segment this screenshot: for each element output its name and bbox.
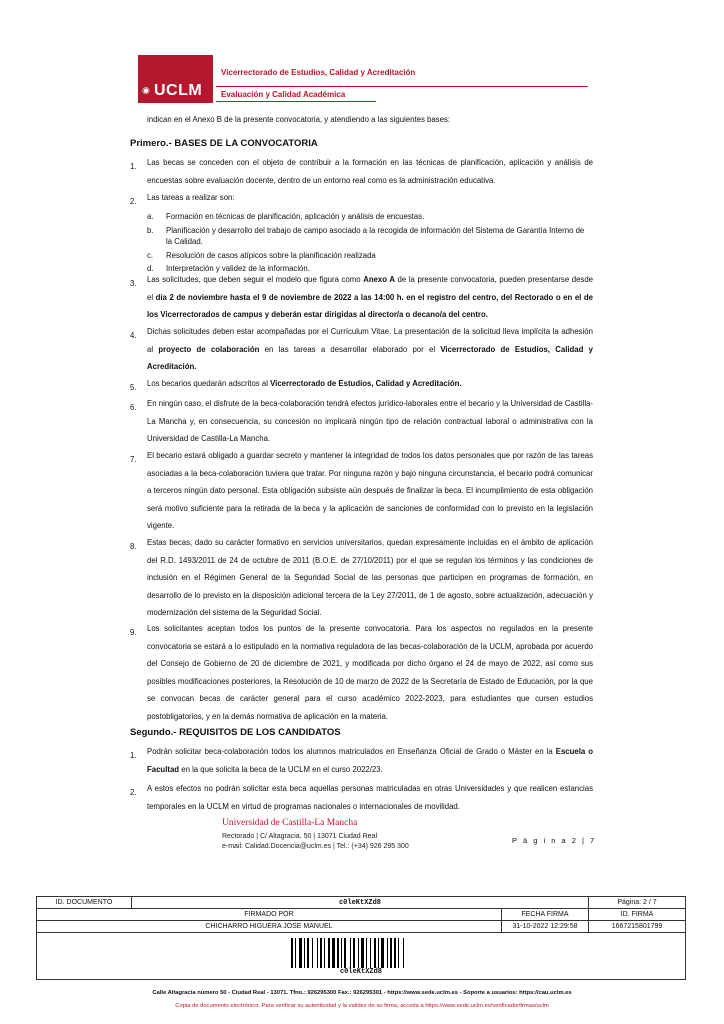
barcode-bar (291, 938, 293, 968)
footer-contact-line: e-mail: Calidad.Docencia@uclm.es | Tel.: (+34) 926 295 300 (222, 843, 409, 850)
firma-id-value: 1667215801799 (589, 921, 686, 933)
barcode-bar (390, 938, 392, 968)
item-number: 8. (130, 542, 137, 551)
item-number: 4. (130, 331, 137, 340)
s1-item-6: En ningún caso, el disfrute de la beca-colaboración tendrá efectos jurídico-laborales entre el becario y la Universidad de Castilla-La Mancha y, en consecuencia, su concesión no implicará ningún tipo de relación contractual laboral o administrativa con la Universidad de Castilla-La Mancha. (147, 399, 593, 443)
barcode-bar (317, 938, 318, 968)
s1-item-8: Estas becas, dado su carácter formativo en servicios universitarios, quedan expresamente incluidas en el ámbito de aplicación del R.D. 1493/2011 de 24 de octubre de 2011 (B.O.E. de 27/10/2011) por el que se regulan los términos y las condiciones de inclusión en el Régimen General de la Seguridad Social de las personas que participen en programas de formación, en desarrollo de lo previsto en la disposición adicional tercera de la Ley 27/2011, de 1 de agosto, sobre actualización, adecuación y modernización del sistema de la Seguridad Social. (147, 538, 593, 617)
date-label: FECHA FIRMA (502, 909, 589, 921)
barcode-bar (394, 938, 396, 968)
barcode-bar (353, 938, 355, 968)
header-unit: Evaluación y Calidad Académica (221, 90, 346, 99)
barcode-bar (337, 938, 339, 968)
barcode-bar (370, 938, 371, 968)
id-doc-label: ID. DOCUMENTO (37, 897, 132, 909)
s1-item-1: Las becas se conceden con el objeto de contribuir a la formación en las técnicas de planificación, aplicación y análisis de encuestas sobre evaluación docente, dentro de un entorno real como es la administración educativa. (147, 158, 593, 185)
signal-icon: ◉ (142, 85, 150, 95)
subitem-letter: b. (147, 226, 154, 235)
barcode-bar (332, 938, 335, 968)
s1-item-9: Los solicitantes aceptan todos los puntos de la presente convocatoria. Para los aspectos no regulados en la presente convocatoria se estará a lo estipulado en la normativa reguladora de las becas-colaboración de la UCLM, aprobada por acuerdo del Consejo de Gobierno de 20 de diciembre de 2021, y modificada por dicho órgano el 24 de mayo de 2022, así como sus posibles modificaciones posteriores, la Resolución de 10 de marzo de 2022 de la Secretaría de Estado de Educación, por la que se convocan becas de carácter general para el curso académico 2022-2023, para estudiantes que cursen estudios postobligatorios, y en la demás normativa de aplicación en la materia. (147, 624, 593, 721)
header-vicerrectorado: Vicerrectorado de Estudios, Calidad y Acreditación (221, 68, 416, 77)
item-number: 1. (130, 162, 137, 171)
barcode-bar (320, 938, 322, 968)
barcode-bar (381, 938, 384, 968)
firma-id-label: ID. FIRMA (589, 909, 686, 921)
page-number: P á g i n a 2 | 7 (512, 836, 597, 845)
barcode-bar (403, 938, 404, 968)
barcode-bar (358, 938, 359, 968)
s1-subitem-a: Formación en técnicas de planificación, aplicación y análisis de encuestas. (166, 212, 425, 221)
s1-item-5: Los becarios quedarán adscritos al Vicerrectorado de Estudios, Calidad y Acreditación. (147, 379, 462, 388)
bottom-contact: Calle Altagracia número 50 - Ciudad Real - 13071. Tfno.: 926295300 Fax.: 926295301 - https://www.sede.uclm.es - Soporte a usuarios: https://cau.uclm.es (152, 990, 572, 996)
footer-address-line: Rectorado | C/ Altagracia, 50 | 13071 Ciudad Real (222, 833, 378, 840)
intro-text: indican en el Anexo B de la presente convocatoria, y atendiendo a las siguientes bases: (147, 115, 450, 124)
barcode-bar (304, 938, 305, 968)
item-number: 3. (130, 279, 137, 288)
item-number: 2. (130, 197, 137, 206)
barcode-bar (387, 938, 388, 968)
header-divider (216, 86, 588, 87)
section1-title: Primero.- BASES DE LA CONVOCATORIA (130, 138, 318, 149)
barcode-bar (344, 938, 346, 968)
verification-note: Copia de documento electrónico. Para verificar su autenticidad y la validez de su firma, acceda a https://www.sede.uclm.es/verificadorfirmas/uclm (175, 1003, 549, 1009)
item-number: 6. (130, 403, 137, 412)
subitem-letter: d. (147, 264, 154, 273)
barcode-bar (324, 938, 325, 968)
item-number: 9. (130, 628, 137, 637)
s2-item-1: Podrán solicitar beca-colaboración todos los alumnos matriculados en Enseñanza Oficial de Grado o Máster en la Escuela o Facultad en la que solicita la beca de la UCLM en el curso 2022/23. (147, 747, 593, 774)
barcode-bar (341, 938, 342, 968)
page-label: Página: 2 / 7 (589, 897, 686, 909)
barcode-bar (307, 938, 309, 968)
barcode-bar (366, 938, 367, 968)
barcode-bar (361, 938, 364, 968)
id-doc-value: c0leKtXZd8 (132, 897, 589, 909)
subitem-letter: c. (147, 251, 154, 260)
s1-item-4: Dichas solicitudes deben estar acompañadas por el Currículum Vitae. La presentación de la solicitud lleva implícita la adhesión al proyecto de colaboración en las tareas a desarrollar elaborado por el Vicerrectorado de Estudios, Calidad y Acreditación. (147, 327, 593, 371)
header-divider-2 (216, 101, 376, 102)
barcode-bar (299, 938, 302, 968)
barcode-bar (398, 938, 399, 968)
item-number: 1. (130, 751, 137, 760)
barcode-cell (37, 933, 686, 980)
s1-subitem-d: Interpretación y validez de la información. (166, 264, 310, 273)
s1-item-7: El becario estará obligado a guardar secreto y mantener la integridad de todos los datos personales que por razón de las tareas asociadas a la beca-colaboración tuviera que tratar. Por ninguna razón y bajo ninguna circunstancia, el becario podrá comunicar a terceros ningún dato personal. Esta obligación subsiste aún después de finalizar la beca. El incumplimiento de esta obligación será motivo suficiente para la retirada de la beca y la aplicación de sanciones de conformidad con lo previsto en la legislación vigente. (147, 451, 593, 530)
footer-university: Universidad de Castilla-La Mancha (222, 818, 358, 828)
item-number: 5. (130, 383, 137, 392)
s1-subitem-c: Resolución de casos atípicos sobre la planificación realizada (166, 251, 376, 260)
barcode-bar (328, 938, 330, 968)
logo-text: UCLM (154, 82, 203, 99)
s1-subitem-b: Planificación y desarrollo del trabajo de campo asociado a la recogida de información del Sistema de Garantía Interno de la Calidad. (166, 226, 585, 246)
barcode-text: c0leKtXZd8 (339, 968, 382, 976)
footer-address (222, 832, 409, 852)
barcode-bar (378, 938, 379, 968)
s1-item-3: Las solicitudes, que deben seguir el modelo que figura como Anexo A de la presente convocatoria, pueden presentarse desde el día 2 de noviembre hasta el 9 de noviembre de 2022 a las 14:00 h. en el registro del centro, del Rectorado o en el de los Vicerrectorados de campus y deberán estar dirigidas al director/a o decano/a del centro. (147, 275, 593, 319)
signature-date: 31-10-2022 12:29:58 (502, 921, 589, 933)
signed-by-label: FIRMADO POR (37, 909, 502, 921)
barcode-bar (350, 938, 351, 968)
subitem-letter: a. (147, 212, 154, 221)
s1-item-2: Las tareas a realizar son: (147, 193, 235, 202)
barcode-bar (295, 938, 296, 968)
signer-name: CHICHARRO HIGUERA JOSE MANUEL (37, 921, 502, 933)
signature-table (36, 896, 686, 980)
section2-title: Segundo.- REQUISITOS DE LOS CANDIDATOS (130, 727, 341, 738)
barcode-bar (374, 938, 376, 968)
barcode (291, 938, 431, 968)
item-number: 2. (130, 788, 137, 797)
uclm-logo (138, 55, 213, 103)
item-number: 7. (130, 455, 137, 464)
s2-item-2: A estos efectos no podrán solicitar esta beca aquellas personas matriculadas en otras Universidades y que realicen estancias temporales en la UCLM en virtud de programas nacionales o internacionales de movilidad. (147, 784, 593, 811)
barcode-bar (312, 938, 313, 968)
